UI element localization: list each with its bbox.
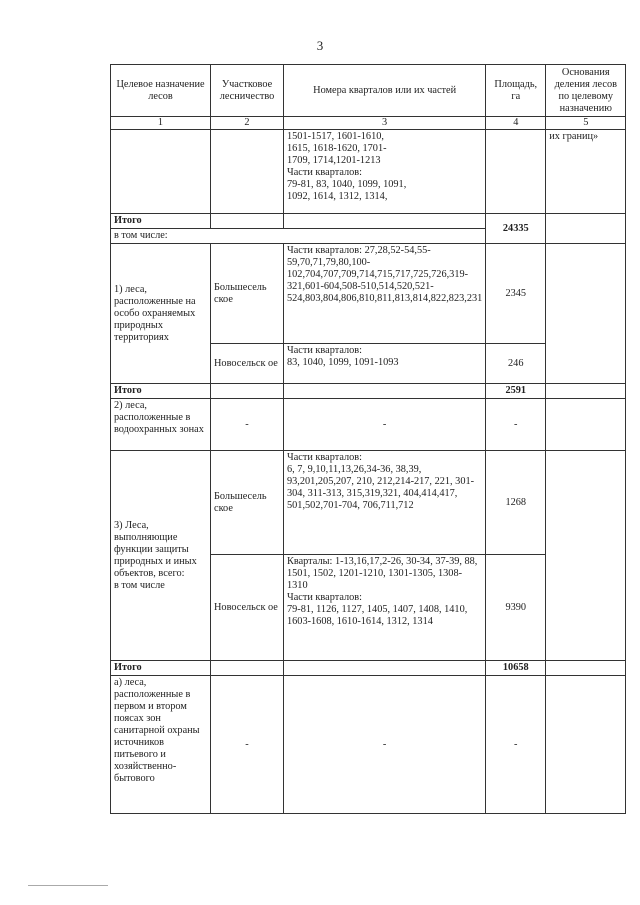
col-number-3: 3: [284, 117, 486, 130]
group-2-quarters: -: [284, 399, 486, 451]
group-3-area-2: 9390: [486, 555, 546, 661]
total-1-label: Итого: [111, 214, 211, 229]
continuation-quarters: 1501-1517, 1601-1610, 1615, 1618-1620, 1701- 1709, 1714,1201-1213 Части кварталов: 79-81, 83, 1040, 1099, 1091, 1092, 1614, 1312, 1314,: [284, 130, 486, 214]
group-1-district-2: Новосельск ое: [211, 344, 284, 384]
total-2-label: Итого: [111, 384, 211, 399]
group-2-name: 2) леса, расположенные в водоохранных зонах: [111, 399, 211, 451]
group-2-row: [111, 399, 626, 451]
total-row-1: [111, 214, 626, 229]
col-number-1: 1: [111, 117, 211, 130]
group-4-row: [111, 676, 626, 814]
continuation-row: [111, 130, 626, 214]
group-4-area: -: [486, 676, 546, 814]
header-purpose: Целевое назначение лесов: [111, 65, 211, 117]
total-2-area: 2591: [486, 384, 546, 399]
col-number-5: 5: [546, 117, 626, 130]
group-4-district: -: [211, 676, 284, 814]
continuation-basis: их границ»: [546, 130, 626, 214]
group-3-quarters-1: Части кварталов: 6, 7, 9,10,11,13,26,34-36, 38,39, 93,201,205,207, 210, 212,214-217, 221, 301-304, 311-313, 315,319,321, 404,414,417, 501,502,701-704, 706,711,712: [284, 451, 486, 555]
total-row-3: [111, 661, 626, 676]
total-3-area: 10658: [486, 661, 546, 676]
header-basis: Основания деления лесов по целевому назначению: [546, 65, 626, 117]
header-area: Площадь, га: [486, 65, 546, 117]
group-2-district: -: [211, 399, 284, 451]
group-3-row-1: [111, 451, 626, 555]
group-3-district-2: Новосельск ое: [211, 555, 284, 661]
col-number-4: 4: [486, 117, 546, 130]
group-1-district-1: Большесель ское: [211, 244, 284, 344]
total-row-2: [111, 384, 626, 399]
group-1-area-2: 246: [486, 344, 546, 384]
column-number-row: [111, 117, 626, 130]
header-quarters: Номера кварталов или их частей: [284, 65, 486, 117]
total-3-label: Итого: [111, 661, 211, 676]
group-3-quarters-2: Кварталы: 1-13,16,17,2-26, 30-34, 37-39, 88, 1501, 1502, 1201-1210, 1301-1305, 1308-1310 Части кварталов: 79-81, 1126, 1127, 1405, 1407, 1408, 1410, 1603-1608, 1610-1614, 1312, 1314: [284, 555, 486, 661]
group-3-name: 3) Леса, выполняющие функции защиты природных и иных объектов, всего: в том числе: [111, 451, 211, 661]
group-1-name: 1) леса, расположенные на особо охраняемых природных территориях: [111, 244, 211, 384]
group-1-row-1: [111, 244, 626, 344]
group-3-district-1: Большесель ское: [211, 451, 284, 555]
col-number-2: 2: [211, 117, 284, 130]
total-1-area: 24335: [486, 214, 546, 244]
header-district: Участковое лесничество: [211, 65, 284, 117]
group-1-quarters-1: Части кварталов: 27,28,52-54,55-59,70,71,79,80,100-102,704,707,709,714,715,717,725,726,319-321,601-604,508-510,514,520,521-524,803,804,806,810,811,813,814,822,823,231: [284, 244, 486, 344]
forest-purpose-table: [110, 64, 626, 814]
page-number: 3: [316, 38, 324, 53]
including-label: в том числе:: [111, 229, 486, 244]
group-1-quarters-2: Части кварталов: 83, 1040, 1099, 1091-1093: [284, 344, 486, 384]
footer-divider: [28, 885, 108, 886]
table-header-row: [111, 65, 626, 117]
group-4-quarters: -: [284, 676, 486, 814]
group-2-area: -: [486, 399, 546, 451]
group-4-name: а) леса, расположенные в первом и втором поясах зон санитарной охраны источников питьевого и хозяйственно-бытового: [111, 676, 211, 814]
group-1-area-1: 2345: [486, 244, 546, 344]
group-3-area-1: 1268: [486, 451, 546, 555]
